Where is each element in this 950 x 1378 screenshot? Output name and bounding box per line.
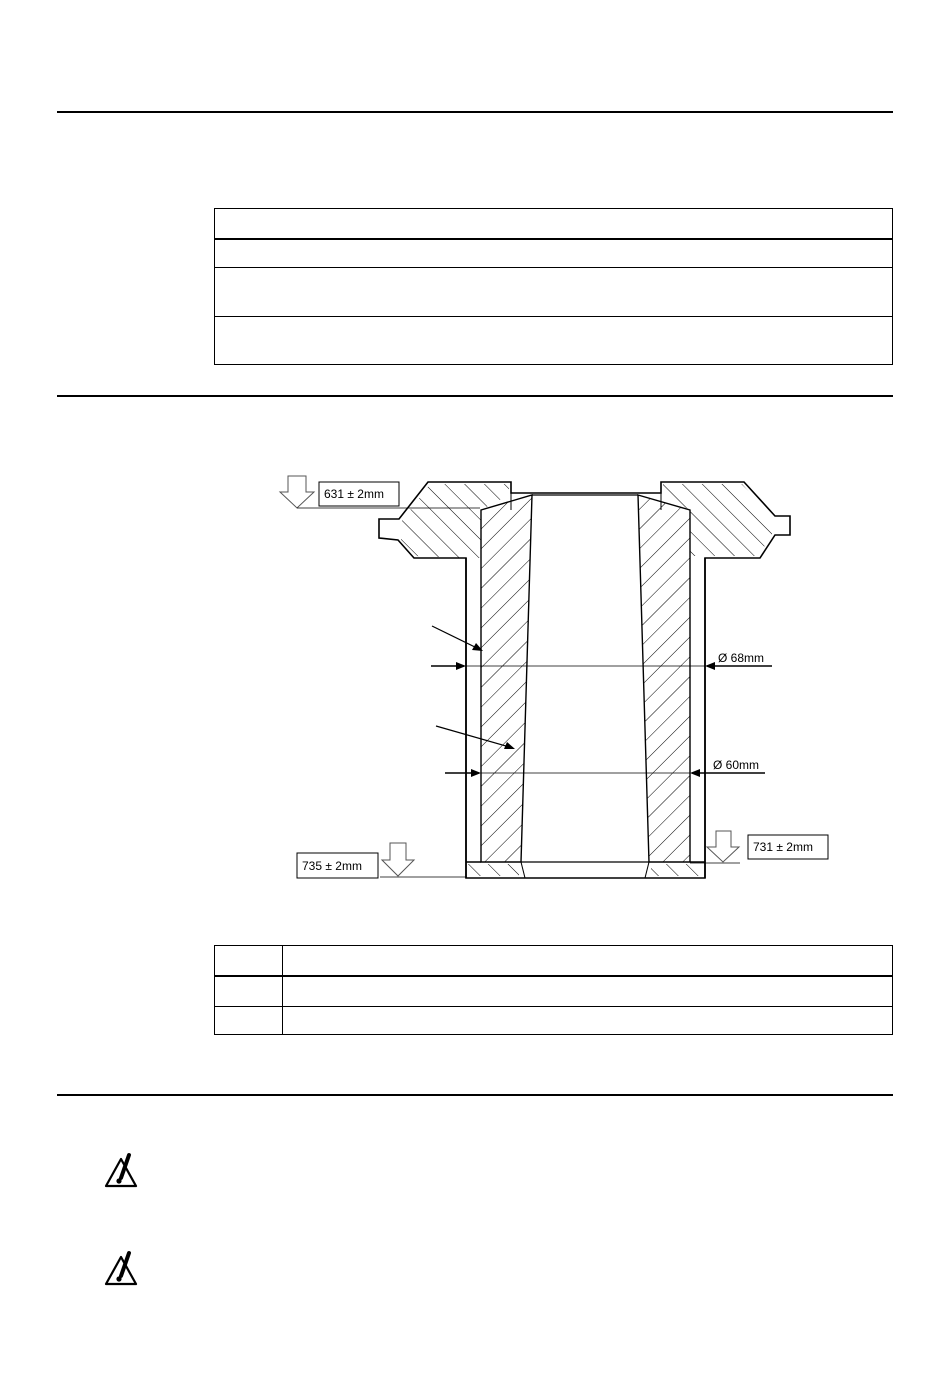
section-divider-middle [57, 395, 893, 397]
section-divider-top [57, 111, 893, 113]
section-divider-bottom [57, 1094, 893, 1096]
bottom-right-level-label: 731 ± 2mm [753, 840, 813, 854]
table-cell [215, 268, 893, 316]
cylinder-liner-section-drawing [270, 468, 840, 888]
table-row [215, 946, 893, 976]
table-cell [283, 946, 893, 976]
upper-diameter-label: Ø 68mm [718, 651, 765, 665]
table-cell [215, 1006, 283, 1034]
caution-icon [103, 1250, 143, 1288]
table-row [215, 976, 893, 1006]
table-row [215, 239, 893, 268]
lower-diameter-label: Ø 60mm [713, 758, 760, 772]
legend-table [214, 945, 893, 1035]
table-row [215, 209, 893, 239]
table-cell [215, 976, 283, 1006]
top-level-label: 631 ± 2mm [324, 487, 384, 501]
table-row [215, 1006, 893, 1034]
table-cell [283, 976, 893, 1006]
table-cell [215, 946, 283, 976]
bottom-left-level-label: 735 ± 2mm [302, 859, 362, 873]
table-cell [215, 209, 893, 239]
bottom-right-level-marker [690, 831, 828, 863]
bottom-left-level-marker [297, 843, 466, 878]
caution-icon [103, 1152, 143, 1190]
table-cell [215, 316, 893, 364]
table-cell [215, 239, 893, 268]
table-row [215, 316, 893, 364]
table-row [215, 268, 893, 316]
table-cell [283, 1006, 893, 1034]
specification-table [214, 208, 893, 365]
